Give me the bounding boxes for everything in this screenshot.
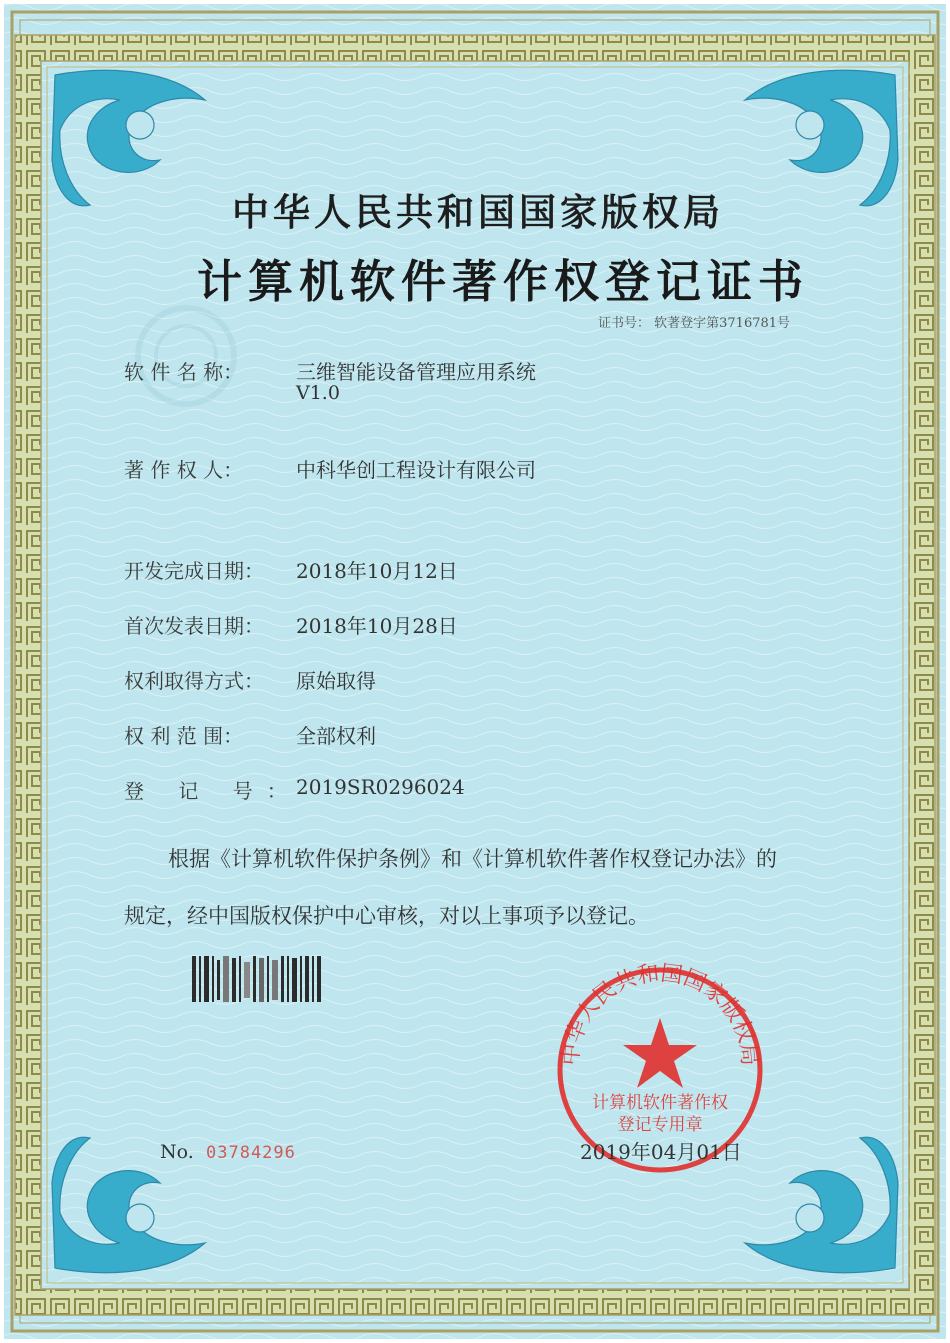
publication-date-label: 首次发表日期：	[124, 614, 264, 638]
software-version: V1.0	[296, 382, 340, 404]
registration-number-value: 2019SR0296024	[296, 775, 465, 799]
copyright-owner-value: 中科华创工程设计有限公司	[296, 458, 536, 482]
seal-line-1: 计算机软件著作权	[592, 1093, 728, 1113]
serial-number-label: No.	[160, 1141, 194, 1163]
certificate-number: 证书号： 软著登字第3716781号	[598, 316, 791, 331]
issuing-authority: 中华人民共和国国家版权局	[232, 190, 724, 234]
acquisition-method-label: 权利取得方式：	[124, 669, 264, 693]
serial-number-value: 03784296	[206, 1143, 296, 1163]
registration-number-label: 登 记 号：	[124, 779, 301, 803]
statement-line-2: 规定，经中国版权保护中心审核，对以上事项予以登记。	[124, 904, 649, 928]
seal-star-icon	[623, 1018, 697, 1088]
seal-line-2: 登记专用章	[617, 1115, 703, 1135]
rights-scope-label: 权 利 范 围：	[124, 724, 244, 748]
development-date-value: 2018年10月12日	[296, 559, 458, 583]
acquisition-method-value: 原始取得	[296, 669, 376, 693]
statement-line-1: 根据《计算机软件保护条例》和《计算机软件著作权登记办法》的	[168, 847, 777, 871]
rights-scope-value: 全部权利	[296, 724, 376, 748]
copyright-owner-label: 著 作 权 人：	[124, 458, 244, 482]
seal-arc-text: 中华人民共和国国家版权局	[558, 961, 762, 1067]
publication-date-value: 2018年10月28日	[296, 614, 458, 638]
software-name-value: 三维智能设备管理应用系统	[296, 360, 536, 384]
issue-date: 2019年04月01日	[580, 1140, 742, 1164]
development-date-label: 开发完成日期：	[124, 559, 264, 583]
software-name-label: 软 件 名 称：	[124, 360, 244, 384]
certificate-title: 计算机软件著作权登记证书	[197, 255, 810, 308]
